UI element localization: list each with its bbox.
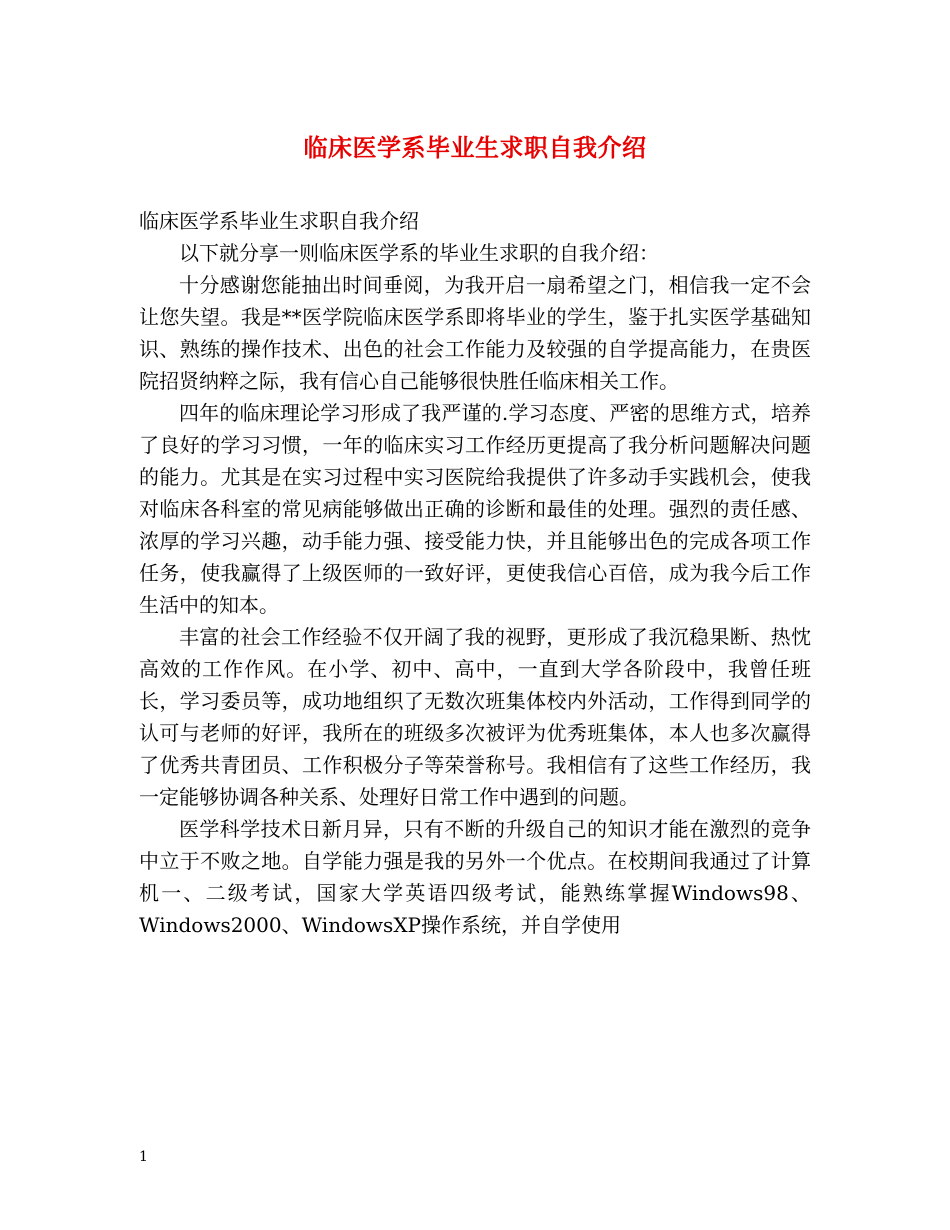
page-number: 1 (139, 1149, 148, 1165)
paragraph-experience: 丰富的社会工作经验不仅开阔了我的视野，更形成了我沉稳果断、热忱高效的工作作风。在小学、初中、高中，一直到大学各阶段中，我曾任班长，学习委员等，成功地组织了无数次班集体校内外活动，工作得到同学的认可与老师的好评，我所在的班级多次被评为优秀班集体，本人也多次赢得了优秀共青团员、工作积极分子等荣誉称号。我相信有了这些工作经历，我一定能够协调各种关系、处理好日常工作中遇到的问题。 (139, 625, 811, 809)
document-title: 临床医学系毕业生求职自我介绍 (303, 133, 647, 162)
paragraph-intro: 以下就分享一则临床医学系的毕业生求职的自我介绍： (179, 241, 659, 265)
paragraph-gratitude: 十分感谢您能抽出时间垂阅，为我开启一扇希望之门，相信我一定不会让您失望。我是**医学院临床医学系即将毕业的学生，鉴于扎实医学基础知识、熟练的操作技术、出色的社会工作能力及较强的自学提高能力，在贵医院招贤纳粹之际，我有信心自己能够很快胜任临床相关工作。 (139, 273, 811, 393)
paragraph-self-learning: 医学科学技术日新月异，只有不断的升级自己的知识才能在激烈的竞争中立于不败之地。自学能力强是我的另外一个优点。在校期间我通过了计算机一、二级考试，国家大学英语四级考试，能熟练掌握Windows98、Windows2000、WindowsXP操作系统，并自学使用 (139, 817, 811, 937)
subtitle-line: 临床医学系毕业生求职自我介绍 (139, 209, 419, 233)
document-body (139, 205, 811, 941)
paragraph-study: 四年的临床理论学习形成了我严谨的.学习态度、严密的思维方式，培养了良好的学习习惯，一年的临床实习工作经历更提高了我分析问题解决问题的能力。尤其是在实习过程中实习医院给我提供了许多动手实践机会，使我对临床各科室的常见病能够做出正确的诊断和最佳的处理。强烈的责任感、浓厚的学习兴趣，动手能力强、接受能力快，并且能够出色的完成各项工作任务，使我赢得了上级医师的一致好评，更使我信心百倍，成为我今后工作生活中的知本。 (139, 401, 811, 617)
